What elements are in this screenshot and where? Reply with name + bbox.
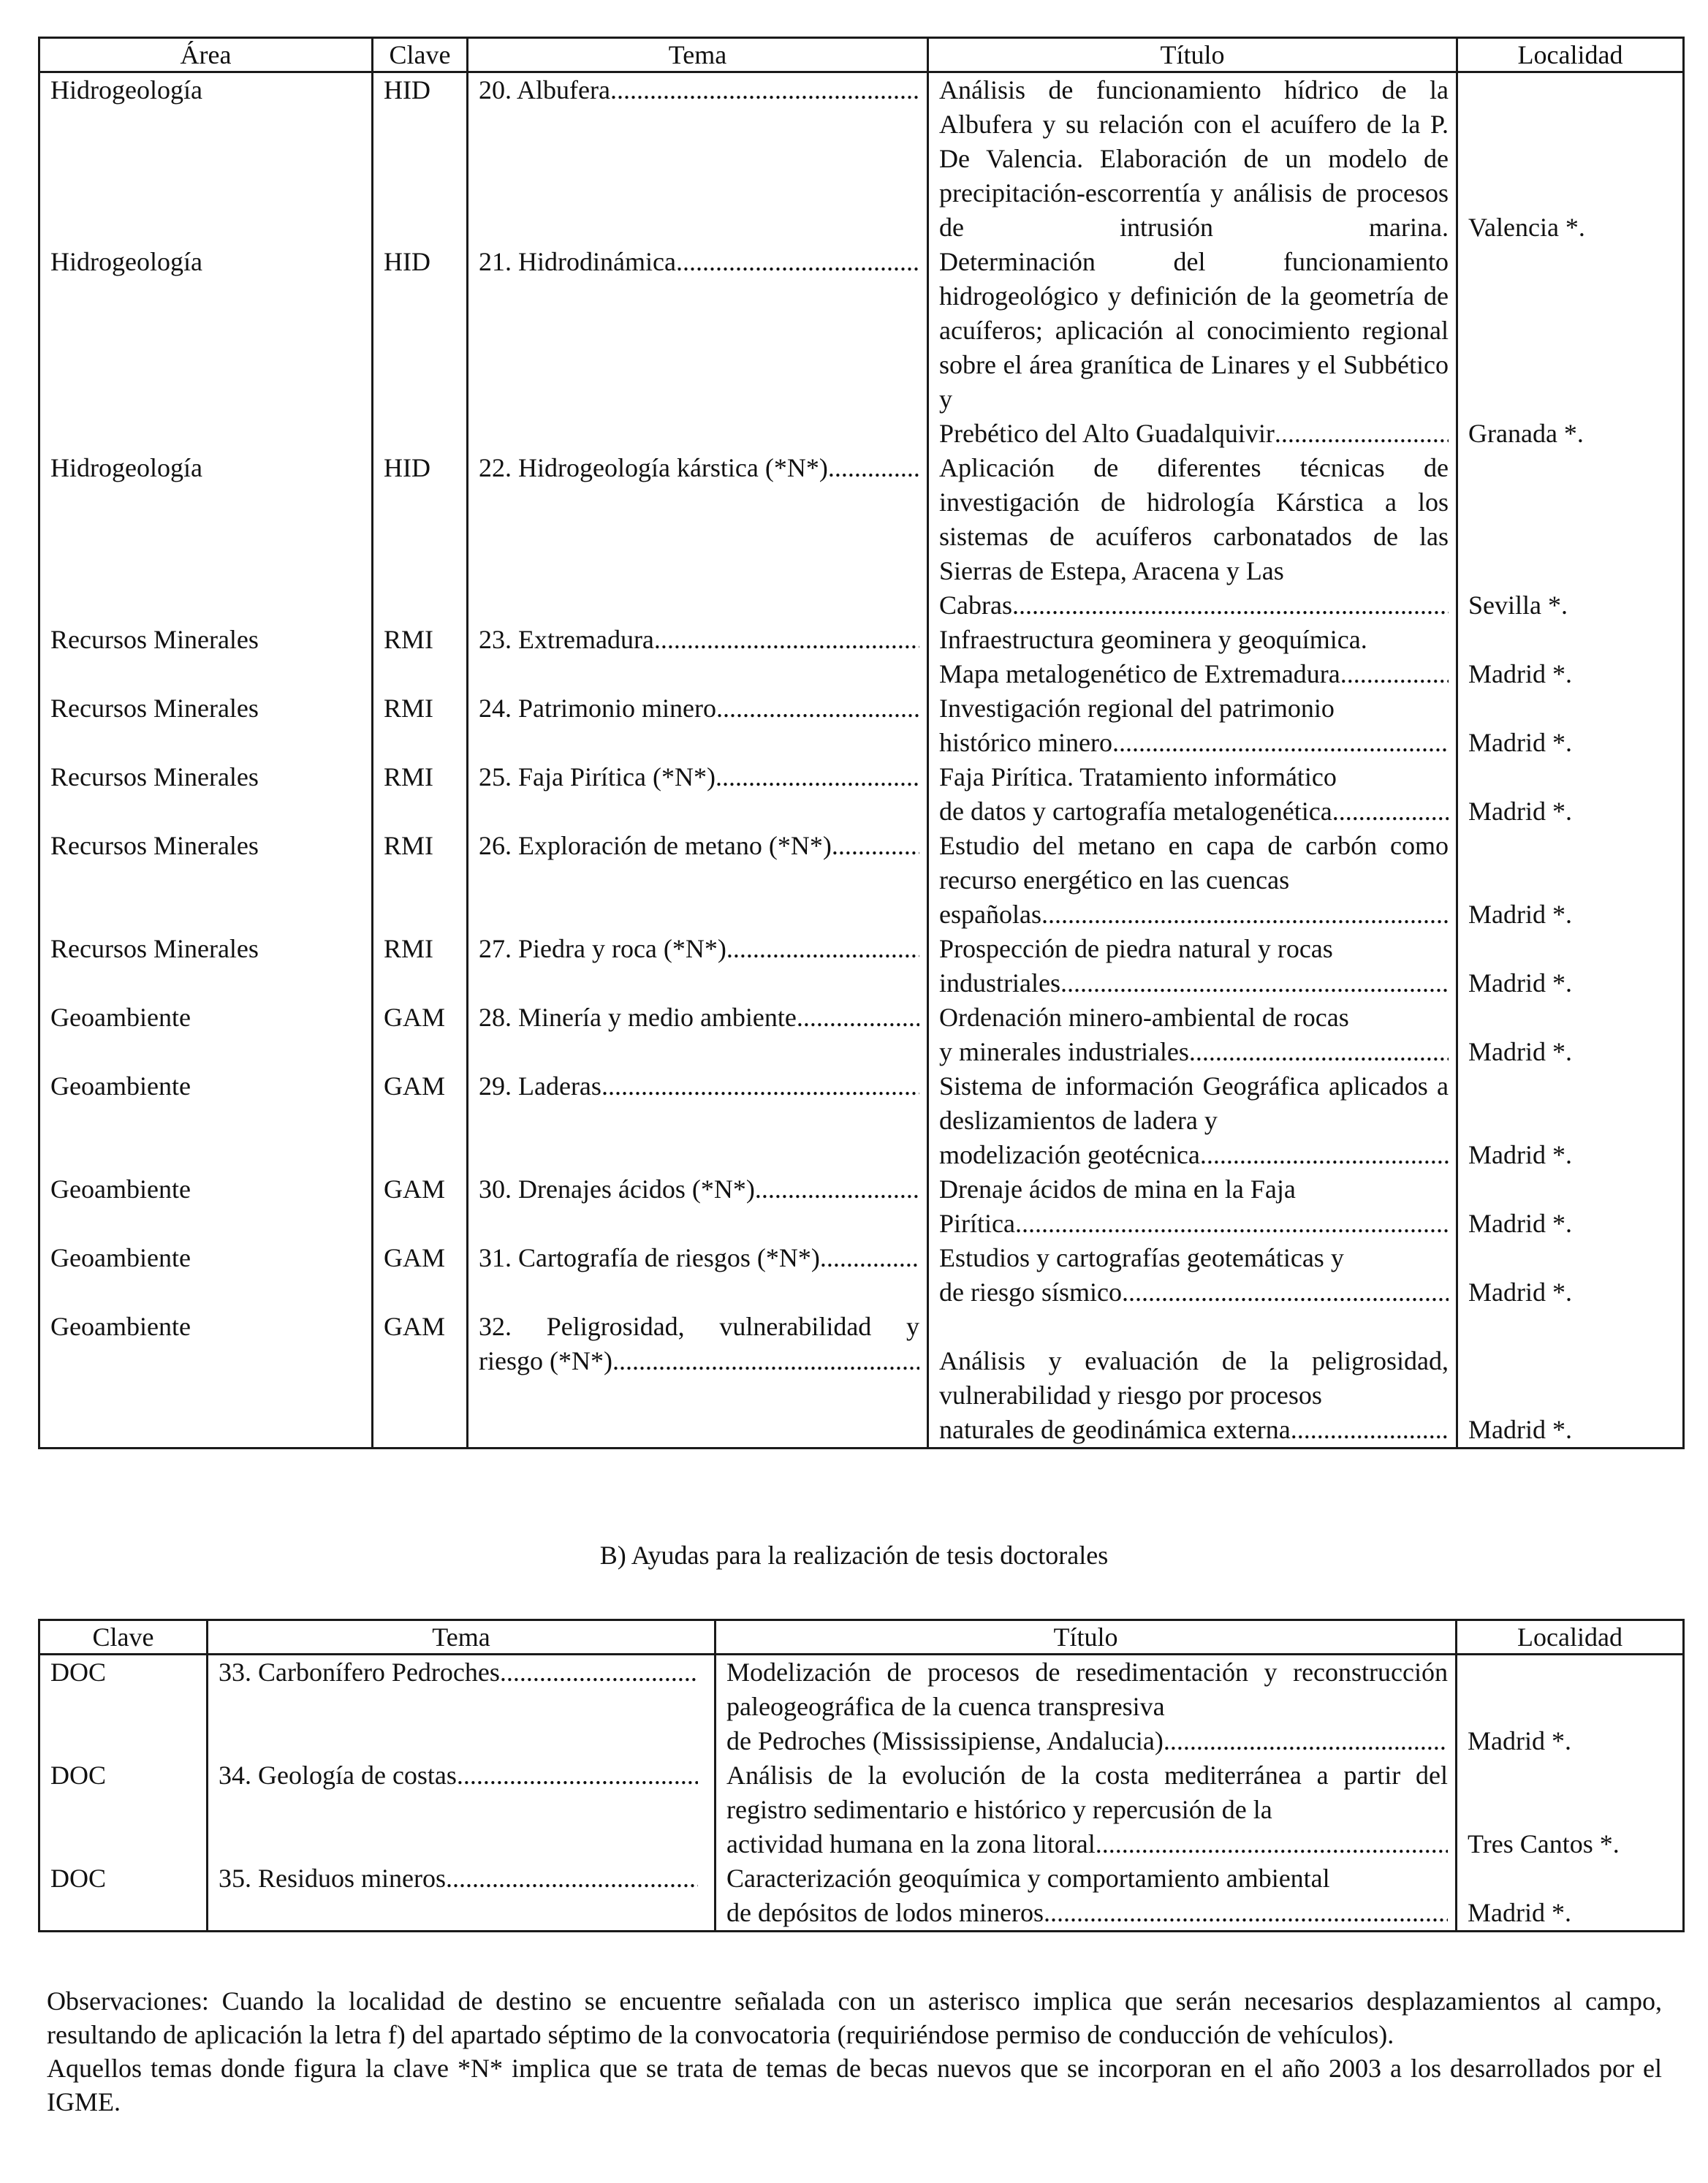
cell-clave <box>373 1310 468 1449</box>
header-row <box>39 38 1684 72</box>
dot-leader <box>457 1758 698 1793</box>
localidad-text: Madrid *. <box>1468 1209 1572 1238</box>
cell-area <box>39 1069 373 1172</box>
table-row <box>39 623 1684 691</box>
cell-titulo <box>928 1172 1457 1241</box>
dot-leader <box>654 623 919 657</box>
titulo-text: Análisis de la evolución de la costa mediterránea a partir del registro sedimentario e histórico y repercusión de la <box>726 1761 1448 1824</box>
dot-leader <box>1189 1035 1449 1069</box>
header-tema: Tema <box>468 38 928 72</box>
titulo-last-line-text: industriales <box>939 968 1060 998</box>
titulo-last-line <box>939 417 1449 451</box>
cell-localidad <box>1457 245 1684 451</box>
cell-clave <box>373 1241 468 1310</box>
tema-line-text: 20. Albufera <box>479 75 610 105</box>
cell-tema <box>208 1861 716 1932</box>
dot-leader <box>1200 1138 1449 1172</box>
area-text: Recursos Minerales <box>50 934 259 963</box>
titulo-last-line <box>726 1896 1448 1930</box>
area-text: Hidrogeología <box>50 247 202 276</box>
titulo-last-line-text: naturales de geodinámica externa <box>939 1415 1291 1444</box>
cell-titulo <box>928 72 1457 246</box>
cell-clave <box>39 1655 208 1759</box>
titulo-last-line-text: de depósitos de lodos mineros <box>726 1898 1044 1927</box>
localidad-text: Sevilla *. <box>1468 591 1568 620</box>
cell-area <box>39 451 373 623</box>
table-row <box>39 1758 1684 1861</box>
dot-leader <box>1340 657 1449 691</box>
dot-leader <box>1041 897 1449 932</box>
localidad-text: Madrid *. <box>1468 1037 1572 1066</box>
dot-leader <box>1012 588 1449 623</box>
tema-line <box>479 1241 919 1275</box>
titulo-last-line-text: actividad humana en la zona litoral <box>726 1829 1096 1859</box>
dot-leader <box>797 1001 919 1035</box>
cell-titulo <box>928 1310 1457 1449</box>
section-title: B) Ayudas para la realización de tesis doctorales <box>599 1541 1109 1570</box>
tema-line-text: riesgo (*N*) <box>479 1346 612 1375</box>
cell-tema <box>468 1172 928 1241</box>
cell-tema <box>468 1001 928 1069</box>
cell-titulo <box>928 932 1457 1001</box>
tema-line-text: 22. Hidrogeología kárstica (*N*) <box>479 453 828 482</box>
header-titulo: Título <box>928 38 1457 72</box>
dot-leader <box>601 1069 919 1104</box>
dot-leader <box>1291 1413 1449 1447</box>
cell-tema <box>468 691 928 760</box>
titulo-last-line-text: de riesgo sísmico <box>939 1277 1122 1307</box>
tema-line <box>479 932 919 966</box>
localidad-text: Tres Cantos *. <box>1468 1829 1620 1859</box>
cell-localidad <box>1457 829 1684 932</box>
dot-leader <box>755 1172 919 1207</box>
titulo-last-line-text: de datos y cartografía metalogenética <box>939 797 1332 826</box>
area-text: Geoambiente <box>50 1071 191 1101</box>
titulo-last-line <box>939 588 1449 623</box>
clave-text: DOC <box>50 1864 107 1893</box>
cell-clave <box>373 829 468 932</box>
clave-text: DOC <box>50 1658 107 1687</box>
cell-clave <box>373 623 468 691</box>
titulo-last-line <box>939 1207 1449 1241</box>
titulo-text: Infraestructura geominera y geoquímica. <box>939 625 1367 654</box>
cell-area <box>39 623 373 691</box>
titulo-text: Análisis y evaluación de la peligrosidad, vulnerabilidad y riesgo por procesos <box>939 1346 1449 1410</box>
localidad-text: Madrid *. <box>1468 1415 1572 1444</box>
titulo-last-line-text: de Pedroches (Mississipiense, Andalucia) <box>726 1726 1164 1755</box>
table-row <box>39 1241 1684 1310</box>
clave-text: GAM <box>384 1312 446 1341</box>
titulo-last-line-text: histórico minero <box>939 728 1112 757</box>
tema-line <box>479 1001 919 1035</box>
cell-titulo <box>928 245 1457 451</box>
localidad-text: Madrid *. <box>1468 1140 1572 1169</box>
tema-line-text: 26. Exploración de metano (*N*) <box>479 831 832 860</box>
titulo-text: Sistema de información Geográfica aplicados a deslizamientos de ladera y <box>939 1071 1449 1135</box>
titulo-last-line <box>939 966 1449 1001</box>
cell-localidad <box>1457 451 1684 623</box>
header-tema: Tema <box>208 1620 716 1655</box>
cell-titulo <box>716 1655 1457 1759</box>
clave-text: GAM <box>384 1174 446 1204</box>
cell-clave <box>39 1861 208 1932</box>
header-area: Área <box>39 38 373 72</box>
tema-line-text: 28. Minería y medio ambiente <box>479 1003 797 1032</box>
cell-localidad <box>1457 932 1684 1001</box>
table-tesis <box>38 1619 1685 1932</box>
dot-leader <box>1112 726 1449 760</box>
dot-leader <box>716 691 919 726</box>
cell-clave <box>373 760 468 829</box>
cell-localidad <box>1457 691 1684 760</box>
cell-titulo <box>928 829 1457 932</box>
tema-line-text: 25. Faja Pirítica (*N*) <box>479 762 716 791</box>
titulo-last-line <box>939 794 1449 829</box>
cell-tema <box>468 760 928 829</box>
tema-line-text: 29. Laderas <box>479 1071 601 1101</box>
cell-titulo <box>928 691 1457 760</box>
cell-area <box>39 1310 373 1449</box>
cell-area <box>39 829 373 932</box>
localidad-text: Valencia *. <box>1468 213 1585 242</box>
clave-text: RMI <box>384 694 434 723</box>
titulo-last-line-text: Pirítica <box>939 1209 1015 1238</box>
area-text: Recursos Minerales <box>50 762 259 791</box>
cell-titulo <box>716 1758 1457 1861</box>
dot-leader <box>612 1344 919 1378</box>
table-row <box>39 829 1684 932</box>
dot-leader <box>1015 1207 1449 1241</box>
tema-line <box>479 245 919 279</box>
localidad-text: Madrid *. <box>1468 1277 1572 1307</box>
tema-line <box>479 829 919 863</box>
area-text: Recursos Minerales <box>50 831 259 860</box>
cell-area <box>39 72 373 246</box>
table-row <box>39 451 1684 623</box>
cell-clave <box>373 451 468 623</box>
localidad-text: Madrid *. <box>1468 797 1572 826</box>
tema-line-text: 24. Patrimonio minero <box>479 694 716 723</box>
cell-localidad <box>1457 1310 1684 1449</box>
titulo-last-line-text: Mapa metalogenético de Extremadura <box>939 659 1340 688</box>
area-text: Recursos Minerales <box>50 694 259 723</box>
cell-clave <box>373 691 468 760</box>
cell-area <box>39 1172 373 1241</box>
dot-leader <box>1096 1827 1448 1861</box>
clave-text: HID <box>384 453 430 482</box>
area-text: Recursos Minerales <box>50 625 259 654</box>
tema-line <box>479 1069 919 1104</box>
cell-titulo <box>716 1861 1457 1932</box>
tema-line-text: 23. Extremadura <box>479 625 654 654</box>
cell-area <box>39 932 373 1001</box>
tema-line <box>479 73 919 107</box>
titulo-last-line <box>726 1827 1448 1861</box>
dot-leader <box>726 932 919 966</box>
observaciones-note <box>47 1984 1662 2119</box>
titulo-last-line <box>939 897 1449 932</box>
clave-text: HID <box>384 75 430 105</box>
titulo-text: Estudio del metano en capa de carbón como recurso energético en las cuencas <box>939 831 1449 895</box>
table-row <box>39 691 1684 760</box>
dot-leader <box>832 829 919 863</box>
titulo-last-line <box>939 657 1449 691</box>
header-row <box>39 1620 1684 1655</box>
cell-titulo <box>928 1001 1457 1069</box>
titulo-text: Modelización de procesos de resedimentación y reconstrucción paleogeográfica de la cuenca transpresiva <box>726 1658 1448 1721</box>
cell-tema <box>468 829 928 932</box>
dot-leader <box>1060 966 1449 1001</box>
titulo-last-line-text: Prebético del Alto Guadalquivir <box>939 419 1275 448</box>
area-text: Geoambiente <box>50 1003 191 1032</box>
dot-leader <box>1164 1724 1448 1758</box>
cell-area <box>39 1001 373 1069</box>
tema-line <box>479 760 919 794</box>
localidad-text: Madrid *. <box>1468 659 1572 688</box>
observaciones-paragraph: Observaciones: Cuando la localidad de destino se encuentre señalada con un asterisco implica que serán necesarios desplazamientos al campo, resultando de aplicación la letra f) del apartado séptimo de la convocatoria (requiriéndose permiso de conducción de vehículos). <box>47 1986 1662 2049</box>
clave-text: RMI <box>384 762 434 791</box>
tema-line <box>219 1655 698 1690</box>
cell-titulo <box>928 1241 1457 1310</box>
header-clave: Clave <box>39 1620 208 1655</box>
tema-line-text: 30. Drenajes ácidos (*N*) <box>479 1174 755 1204</box>
dot-leader <box>1275 417 1449 451</box>
dot-leader <box>1122 1275 1449 1310</box>
table-row <box>39 1655 1684 1759</box>
dot-leader <box>1332 794 1449 829</box>
localidad-text: Madrid *. <box>1468 968 1572 998</box>
area-text: Geoambiente <box>50 1174 191 1204</box>
area-text: Geoambiente <box>50 1312 191 1341</box>
titulo-text: Caracterización geoquímica y comportamiento ambiental <box>726 1864 1330 1893</box>
header-localidad: Localidad <box>1457 1620 1684 1655</box>
titulo-last-line <box>939 1035 1449 1069</box>
cell-localidad <box>1457 1655 1684 1759</box>
cell-area <box>39 760 373 829</box>
dot-leader <box>716 760 919 794</box>
table-body <box>39 1655 1684 1932</box>
dot-leader <box>1044 1896 1448 1930</box>
localidad-text: Madrid *. <box>1468 1898 1571 1927</box>
cell-localidad <box>1457 1861 1684 1932</box>
tema-line-text: 21. Hidrodinámica <box>479 247 676 276</box>
area-text: Hidrogeología <box>50 75 202 105</box>
clave-text: RMI <box>384 934 434 963</box>
dot-leader <box>676 245 919 279</box>
cell-tema <box>468 245 928 451</box>
cell-localidad <box>1457 623 1684 691</box>
localidad-text: Madrid *. <box>1468 900 1572 929</box>
dot-leader <box>500 1655 698 1690</box>
header-localidad: Localidad <box>1457 38 1684 72</box>
titulo-text: Faja Pirítica. Tratamiento informático <box>939 762 1337 791</box>
tema-line-text: 31. Cartografía de riesgos (*N*) <box>479 1243 820 1272</box>
cell-tema <box>468 1069 928 1172</box>
tema-line-text: 33. Carbonífero Pedroches <box>219 1658 500 1687</box>
table-body <box>39 72 1684 1449</box>
clave-text: HID <box>384 247 430 276</box>
tema-line-text: 27. Piedra y roca (*N*) <box>479 934 726 963</box>
cell-tema <box>208 1655 716 1759</box>
table-becas <box>38 37 1685 1449</box>
cell-tema <box>468 451 928 623</box>
area-text: Geoambiente <box>50 1243 191 1272</box>
titulo-text: Determinación del funcionamiento hidrogeológico y definición de la geometría de acuíferos; aplicación al conocimiento regional sobre el área granítica de Linares y el Subbético y <box>939 247 1449 414</box>
cell-localidad <box>1457 1069 1684 1172</box>
localidad-text: Madrid *. <box>1468 728 1572 757</box>
clave-text: RMI <box>384 831 434 860</box>
clave-text: GAM <box>384 1071 446 1101</box>
clave-text: RMI <box>384 625 434 654</box>
cell-localidad <box>1457 1001 1684 1069</box>
table-row <box>39 1172 1684 1241</box>
table-row <box>39 1069 1684 1172</box>
tema-line <box>479 451 919 485</box>
dot-leader <box>820 1241 919 1275</box>
table-row <box>39 1001 1684 1069</box>
cell-localidad <box>1457 760 1684 829</box>
clave-text: GAM <box>384 1003 446 1032</box>
titulo-text: Prospección de piedra natural y rocas <box>939 934 1333 963</box>
cell-tema <box>468 1310 928 1449</box>
localidad-text: Madrid *. <box>1468 1726 1571 1755</box>
dot-leader <box>610 73 919 107</box>
observaciones-paragraph: Aquellos temas donde figura la clave *N* implica que se trata de temas de becas nuevos que se incorporan en el año 2003 a los desarrollados por el IGME. <box>47 2054 1662 2116</box>
titulo-text: Ordenación minero-ambiental de rocas <box>939 1003 1349 1032</box>
cell-clave <box>373 1069 468 1172</box>
tema-line <box>219 1861 698 1896</box>
titulo-last-line-text: y minerales industriales <box>939 1037 1189 1066</box>
cell-localidad <box>1457 1241 1684 1310</box>
table-row <box>39 760 1684 829</box>
cell-titulo <box>928 1069 1457 1172</box>
titulo-last-line <box>939 1413 1449 1447</box>
cell-tema <box>468 623 928 691</box>
cell-clave <box>373 1001 468 1069</box>
cell-clave <box>373 932 468 1001</box>
table-row <box>39 932 1684 1001</box>
cell-titulo <box>928 451 1457 623</box>
cell-tema <box>208 1758 716 1861</box>
titulo-text: Drenaje ácidos de mina en la Faja <box>939 1174 1296 1204</box>
clave-text: GAM <box>384 1243 446 1272</box>
cell-titulo <box>928 760 1457 829</box>
cell-tema <box>468 72 928 246</box>
titulo-text: Estudios y cartografías geotemáticas y <box>939 1243 1344 1272</box>
cell-localidad <box>1457 1758 1684 1861</box>
localidad-text: Granada *. <box>1468 419 1584 448</box>
table-row <box>39 245 1684 451</box>
tema-line <box>479 623 919 657</box>
cell-area <box>39 1241 373 1310</box>
dot-leader <box>446 1861 698 1896</box>
clave-text: DOC <box>50 1761 107 1790</box>
tema-line <box>479 691 919 726</box>
tema-line-text: 35. Residuos mineros <box>219 1864 446 1893</box>
table-row <box>39 72 1684 246</box>
titulo-last-line-text: españolas <box>939 900 1041 929</box>
titulo-text: Análisis de funcionamiento hídrico de la Albufera y su relación con el acuífero de la P. De Valencia. Elaboración de un modelo de precipitación-escorrentía y análisis de procesos de intrusión marina. <box>939 75 1449 242</box>
cell-area <box>39 691 373 760</box>
dot-leader <box>828 451 919 485</box>
titulo-spacer <box>939 1310 1449 1344</box>
tema-line <box>479 1344 919 1378</box>
tema-first-line: 32. Peligrosidad, vulnerabilidad y <box>479 1312 919 1341</box>
titulo-last-line <box>939 1138 1449 1172</box>
cell-tema <box>468 1241 928 1310</box>
cell-clave <box>373 245 468 451</box>
titulo-last-line-text: modelización geotécnica <box>939 1140 1200 1169</box>
cell-localidad <box>1457 72 1684 246</box>
titulo-last-line-text: Cabras <box>939 591 1012 620</box>
table-row <box>39 1310 1684 1449</box>
tema-line-text: 34. Geología de costas <box>219 1761 457 1790</box>
cell-clave <box>39 1758 208 1861</box>
cell-titulo <box>928 623 1457 691</box>
cell-localidad <box>1457 1172 1684 1241</box>
cell-tema <box>468 932 928 1001</box>
cell-clave <box>373 72 468 246</box>
area-text: Hidrogeología <box>50 453 202 482</box>
cell-area <box>39 245 373 451</box>
header-titulo: Título <box>716 1620 1457 1655</box>
header-clave: Clave <box>373 38 468 72</box>
table-row <box>39 1861 1684 1932</box>
titulo-text: Aplicación de diferentes técnicas de investigación de hidrología Kárstica a los sistemas de acuíferos carbonatados de las Sierras de Estepa, Aracena y Las <box>939 453 1449 585</box>
tema-line <box>219 1758 698 1793</box>
titulo-last-line <box>939 726 1449 760</box>
titulo-last-line <box>726 1724 1448 1758</box>
tema-line <box>479 1172 919 1207</box>
titulo-text: Investigación regional del patrimonio <box>939 694 1335 723</box>
titulo-last-line <box>939 1275 1449 1310</box>
cell-clave <box>373 1172 468 1241</box>
